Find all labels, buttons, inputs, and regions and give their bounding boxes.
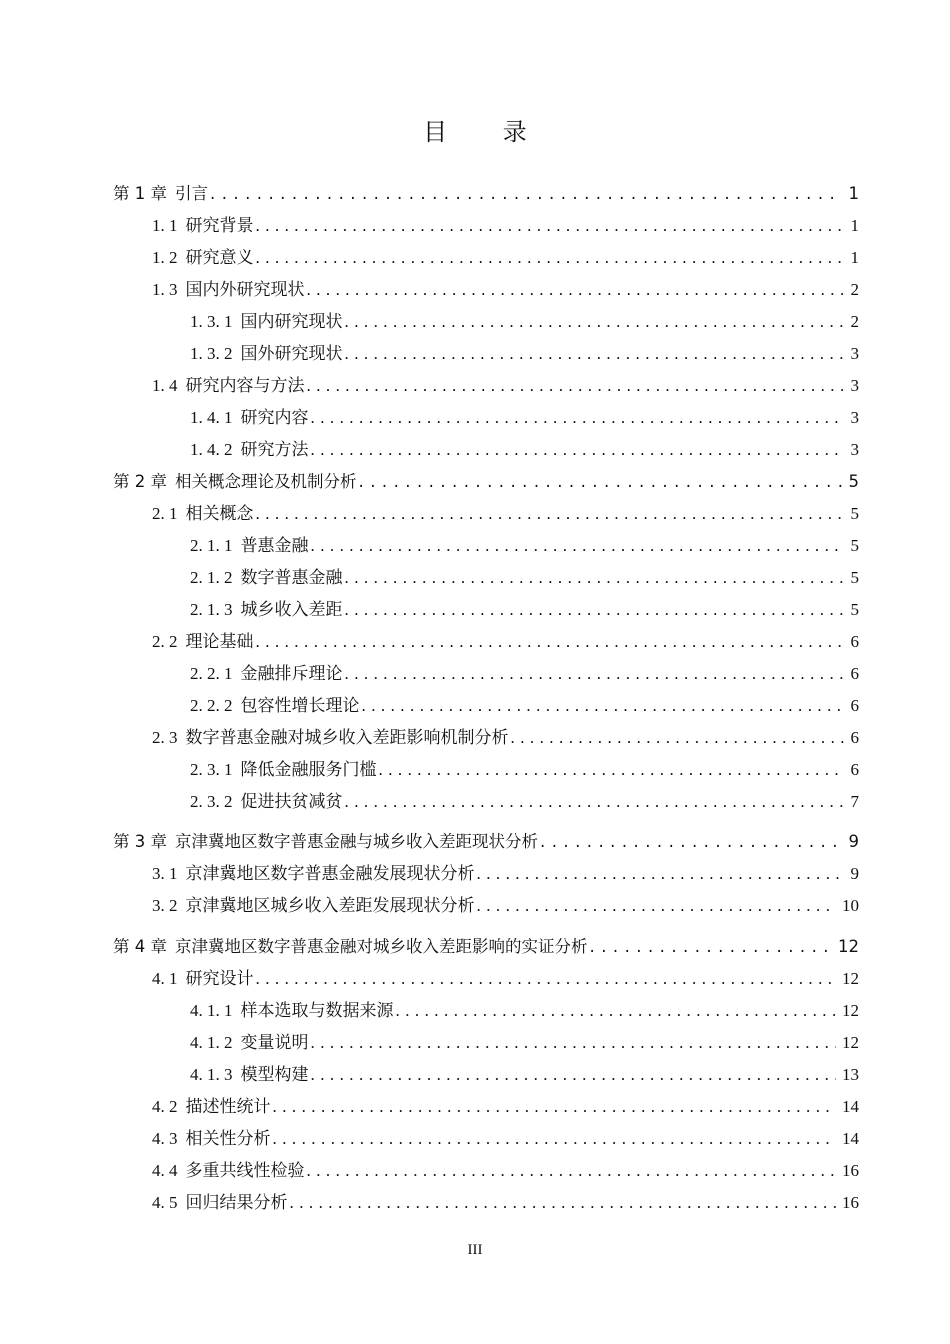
toc-entry-title: 降低金融服务门槛 [240,760,377,779]
toc-dot-leader [307,279,845,301]
toc-dot-leader [256,968,837,990]
toc-entry-number: 4. 3 [152,1129,178,1148]
toc-entry-page-number: 5 [850,568,859,587]
toc-dot-leader [511,727,845,749]
toc-entry-number: 1. 4 [152,376,178,395]
toc-dot-leader [590,936,833,958]
toc-entry-title: 京津冀地区数字普惠金融对城乡收入差距影响的实证分析 [175,937,588,956]
toc-entry-page-number: 2 [850,280,859,299]
toc-entry-title: 研究方法 [240,440,309,459]
toc-dot-leader [345,567,845,589]
toc-entry-number: 1. 3. 1 [190,312,233,331]
toc-entry-page-number: 3 [850,376,859,395]
toc-section-entry[interactable] [152,627,859,653]
toc-entry-title: 国外研究现状 [240,344,343,363]
toc-entry-page-number: 12 [838,937,859,956]
toc-entry-page-number: 3 [850,408,859,427]
toc-subsection-entry[interactable] [190,996,859,1022]
toc-entry-number: 1. 1 [152,216,178,235]
toc-entry-number: 2. 1. 3 [190,600,233,619]
toc-entry-title: 京津冀地区城乡收入差距发展现状分析 [185,896,475,915]
toc-entry-page-number: 6 [850,632,859,651]
toc-subsection-entry[interactable] [190,339,859,365]
toc-dot-leader [477,895,837,917]
toc-entry-number: 4. 5 [152,1193,178,1212]
toc-section-entry[interactable] [152,211,859,237]
toc-subsection-entry[interactable] [190,691,859,717]
toc-entry-page-number: 16 [842,1161,859,1180]
toc-dot-leader [345,311,845,333]
toc-entry-title: 相关概念 [185,504,254,523]
toc-dot-leader [379,759,845,781]
toc-entry-title: 相关性分析 [185,1129,271,1148]
toc-entry-title: 城乡收入差距 [240,600,343,619]
toc-dot-leader [345,599,845,621]
toc-dot-leader [345,663,845,685]
toc-entry-number: 第 3 章 [113,832,167,851]
toc-entry-number: 第 1 章 [113,184,167,203]
toc-section-entry[interactable] [152,964,859,990]
toc-subsection-entry[interactable] [190,659,859,685]
toc-entry-number: 第 4 章 [113,937,167,956]
toc-entry-title: 研究设计 [185,969,254,988]
toc-subsection-entry[interactable] [190,531,859,557]
toc-entry-number: 1. 2 [152,248,178,267]
toc-dot-leader [345,791,845,813]
toc-dot-leader [273,1096,837,1118]
toc-entry-page-number: 14 [842,1097,859,1116]
page-title: 目 录 [423,118,551,146]
toc-entry-page-number: 3 [850,344,859,363]
toc-entry-number: 2. 2. 2 [190,696,233,715]
toc-dot-leader [311,535,845,557]
toc-chapter-entry[interactable] [113,179,859,205]
toc-entry-number: 2. 3. 1 [190,760,233,779]
toc-entry-number: 4. 2 [152,1097,178,1116]
toc-entry-title: 金融排斥理论 [240,664,343,683]
toc-dot-leader [477,863,845,885]
toc-entry-title: 变量说明 [240,1033,309,1052]
toc-dot-leader [311,407,845,429]
toc-entry-number: 1. 3 [152,280,178,299]
toc-dot-leader [311,439,845,461]
toc-dot-leader [210,183,843,205]
toc-entry-number: 4. 1 [152,969,178,988]
toc-dot-leader [540,831,843,853]
toc-dot-leader [311,1032,837,1054]
toc-entry-number: 1. 4. 1 [190,408,233,427]
toc-dot-leader [362,695,845,717]
toc-section-entry[interactable] [152,891,859,917]
toc-subsection-entry[interactable] [190,1060,859,1086]
toc-entry-page-number: 12 [842,969,859,988]
toc-entry-page-number: 1 [850,216,859,235]
toc-entry-title: 引言 [175,184,208,203]
toc-entry-number: 第 2 章 [113,472,167,491]
toc-dot-leader [359,471,843,493]
toc-dot-leader [311,1064,837,1086]
toc-entry-number: 2. 2 [152,632,178,651]
toc-entry-title: 相关概念理论及机制分析 [175,472,357,491]
toc-entry-title: 普惠金融 [240,536,309,555]
toc-entry-title: 研究背景 [185,216,254,235]
toc-section-entry[interactable] [152,371,859,397]
toc-entry-title: 样本选取与数据来源 [240,1001,394,1020]
page-number-footer: III [467,1242,483,1258]
toc-entry-title: 多重共线性检验 [185,1161,305,1180]
toc-entry-title: 研究内容 [240,408,309,427]
toc-dot-leader [256,247,845,269]
toc-entry-page-number: 6 [850,696,859,715]
toc-dot-leader [396,1000,837,1022]
toc-entry-number: 2. 3 [152,728,178,747]
toc-subsection-entry[interactable] [190,595,859,621]
toc-entry-page-number: 14 [842,1129,859,1148]
toc-chapter-entry[interactable] [113,932,859,958]
toc-section-entry[interactable] [152,1124,859,1150]
toc-entry-title: 京津冀地区数字普惠金融与城乡收入差距现状分析 [175,832,538,851]
toc-entry-page-number: 10 [842,896,859,915]
toc-entry-number: 3. 1 [152,864,178,883]
toc-subsection-entry[interactable] [190,307,859,333]
toc-dot-leader [273,1128,837,1150]
toc-dot-leader [307,375,845,397]
toc-subsection-entry[interactable] [190,563,859,589]
toc-dot-leader [256,503,845,525]
toc-chapter-entry[interactable] [113,827,859,853]
toc-entry-title: 京津冀地区数字普惠金融发展现状分析 [185,864,475,883]
toc-entry-page-number: 5 [850,600,859,619]
toc-section-entry[interactable] [152,723,859,749]
toc-entry-number: 2. 2. 1 [190,664,233,683]
toc-section-entry[interactable] [152,1092,859,1118]
toc-entry-title: 包容性增长理论 [240,696,360,715]
toc-entry-title: 国内外研究现状 [185,280,305,299]
toc-entry-title: 研究意义 [185,248,254,267]
toc-entry-page-number: 5 [850,504,859,523]
toc-entry-page-number: 6 [850,728,859,747]
toc-subsection-entry[interactable] [190,1028,859,1054]
toc-subsection-entry[interactable] [190,435,859,461]
toc-entry-number: 4. 4 [152,1161,178,1180]
toc-entry-page-number: 9 [850,864,859,883]
toc-entry-page-number: 1 [850,248,859,267]
toc-subsection-entry[interactable] [190,403,859,429]
toc-section-entry[interactable] [152,1188,859,1214]
toc-entry-number: 2. 1. 1 [190,536,233,555]
toc-entry-number: 2. 3. 2 [190,792,233,811]
toc-entry-title: 理论基础 [185,632,254,651]
toc-entry-page-number: 13 [842,1065,859,1084]
toc-entry-page-number: 7 [850,792,859,811]
toc-entry-page-number: 3 [850,440,859,459]
toc-entry-title: 描述性统计 [185,1097,271,1116]
toc-entry-page-number: 9 [848,832,859,851]
toc-entry-title: 研究内容与方法 [185,376,305,395]
toc-entry-page-number: 12 [842,1033,859,1052]
toc-entry-number: 1. 4. 2 [190,440,233,459]
toc-entry-page-number: 2 [850,312,859,331]
toc-entry-number: 2. 1 [152,504,178,523]
toc-dot-leader [345,343,845,365]
toc-section-entry[interactable] [152,243,859,269]
toc-subsection-entry[interactable] [190,787,859,813]
toc-entry-page-number: 16 [842,1193,859,1212]
toc-dot-leader [256,631,845,653]
toc-entry-page-number: 12 [842,1001,859,1020]
toc-entry-number: 1. 3. 2 [190,344,233,363]
toc-entry-number: 4. 1. 2 [190,1033,233,1052]
toc-dot-leader [307,1160,837,1182]
toc-entry-number: 3. 2 [152,896,178,915]
toc-entry-page-number: 5 [850,536,859,555]
toc-entry-number: 2. 1. 2 [190,568,233,587]
toc-section-entry[interactable] [152,275,859,301]
toc-dot-leader [290,1192,837,1214]
toc-entry-title: 促进扶贫减贫 [240,792,343,811]
toc-section-entry[interactable] [152,1156,859,1182]
toc-entry-page-number: 1 [848,184,859,203]
toc-dot-leader [256,215,845,237]
toc-entry-page-number: 5 [848,472,859,491]
toc-section-entry[interactable] [152,859,859,885]
toc-entry-number: 4. 1. 1 [190,1001,233,1020]
toc-chapter-entry[interactable] [113,467,859,493]
toc-subsection-entry[interactable] [190,755,859,781]
toc-entry-title: 国内研究现状 [240,312,343,331]
toc-entry-page-number: 6 [850,664,859,683]
toc-entry-title: 模型构建 [240,1065,309,1084]
toc-entry-number: 4. 1. 3 [190,1065,233,1084]
toc-entry-title: 回归结果分析 [185,1193,288,1212]
toc-entry-title: 数字普惠金融 [240,568,343,587]
toc-entry-title: 数字普惠金融对城乡收入差距影响机制分析 [185,728,509,747]
toc-entry-page-number: 6 [850,760,859,779]
toc-section-entry[interactable] [152,499,859,525]
